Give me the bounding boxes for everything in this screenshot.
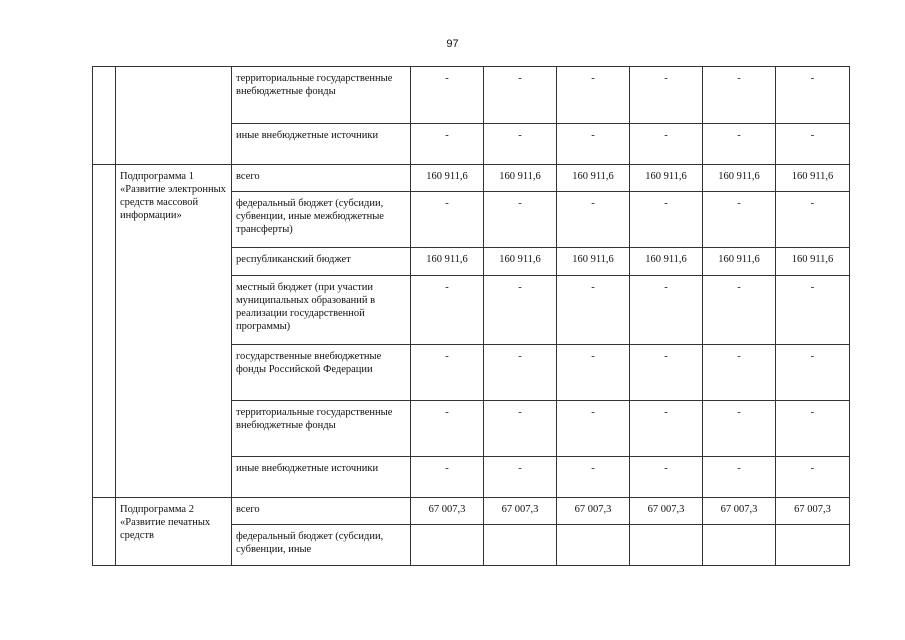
value-cell: - [630, 401, 703, 457]
value-cell: - [411, 401, 484, 457]
value-cell: - [557, 401, 630, 457]
value-cell: - [776, 276, 850, 345]
row-number-cell [93, 165, 116, 498]
value-cell: - [776, 401, 850, 457]
row-number-cell [93, 498, 116, 566]
table-row [93, 498, 850, 525]
source-cell: всего [232, 165, 411, 192]
value-cell [484, 525, 557, 566]
value-cell [557, 525, 630, 566]
source-cell: местный бюджет (при участии муниципальных образований в реализации государственной программы) [232, 276, 411, 345]
value-cell: 160 911,6 [703, 165, 776, 192]
value-cell: 160 911,6 [630, 165, 703, 192]
value-cell: - [703, 401, 776, 457]
value-cell: - [703, 67, 776, 124]
value-cell: 67 007,3 [484, 498, 557, 525]
value-cell: - [776, 192, 850, 248]
value-cell [703, 525, 776, 566]
value-cell: - [484, 276, 557, 345]
value-cell: 67 007,3 [411, 498, 484, 525]
source-cell: федеральный бюджет (субсидии, субвенции, иные межбюджетные трансферты) [232, 192, 411, 248]
budget-table [92, 66, 850, 566]
source-cell: территориальные государственные внебюджетные фонды [232, 67, 411, 124]
value-cell: - [630, 124, 703, 165]
value-cell: - [776, 345, 850, 401]
value-cell [776, 525, 850, 566]
value-cell: - [484, 457, 557, 498]
page-number: 97 [446, 38, 459, 50]
value-cell: - [630, 345, 703, 401]
value-cell: - [703, 276, 776, 345]
value-cell: - [703, 457, 776, 498]
value-cell: - [557, 67, 630, 124]
value-cell: - [630, 276, 703, 345]
value-cell: - [630, 457, 703, 498]
value-cell: - [703, 345, 776, 401]
value-cell: - [630, 67, 703, 124]
value-cell: - [411, 276, 484, 345]
value-cell: - [411, 67, 484, 124]
value-cell: - [411, 192, 484, 248]
value-cell: 160 911,6 [557, 248, 630, 276]
value-cell: - [630, 192, 703, 248]
value-cell: 160 911,6 [776, 165, 850, 192]
value-cell: - [776, 457, 850, 498]
value-cell: - [484, 124, 557, 165]
value-cell: 160 911,6 [484, 248, 557, 276]
source-cell: республиканский бюджет [232, 248, 411, 276]
value-cell: - [484, 345, 557, 401]
value-cell: - [411, 345, 484, 401]
value-cell: - [776, 67, 850, 124]
source-cell: иные внебюджетные источники [232, 124, 411, 165]
row-number-cell [93, 67, 116, 165]
value-cell: - [703, 192, 776, 248]
value-cell [411, 525, 484, 566]
value-cell: 67 007,3 [703, 498, 776, 525]
value-cell: 160 911,6 [557, 165, 630, 192]
value-cell: - [557, 124, 630, 165]
value-cell: 160 911,6 [776, 248, 850, 276]
value-cell: 160 911,6 [484, 165, 557, 192]
subprogram-cell: Подпрограмма 2 «Развитие печатных средств [116, 498, 232, 566]
value-cell: - [411, 124, 484, 165]
value-cell [630, 525, 703, 566]
source-cell: всего [232, 498, 411, 525]
source-cell: государственные внебюджетные фонды Российской Федерации [232, 345, 411, 401]
value-cell: 160 911,6 [703, 248, 776, 276]
value-cell: - [484, 192, 557, 248]
value-cell: - [484, 67, 557, 124]
value-cell: - [557, 276, 630, 345]
value-cell: 67 007,3 [776, 498, 850, 525]
value-cell: - [703, 124, 776, 165]
table-row [93, 67, 850, 124]
value-cell: 67 007,3 [557, 498, 630, 525]
source-cell: территориальные государственные внебюджетные фонды [232, 401, 411, 457]
value-cell: - [557, 457, 630, 498]
table-row [93, 165, 850, 192]
source-cell: федеральный бюджет (субсидии, субвенции, иные [232, 525, 411, 566]
value-cell: 67 007,3 [630, 498, 703, 525]
value-cell: 160 911,6 [411, 248, 484, 276]
value-cell: - [776, 124, 850, 165]
value-cell: - [557, 345, 630, 401]
value-cell: - [484, 401, 557, 457]
value-cell: 160 911,6 [630, 248, 703, 276]
subprogram-cell: Подпрограмма 1 «Развитие электронных средств массовой информации» [116, 165, 232, 498]
subprogram-cell [116, 67, 232, 165]
value-cell: - [557, 192, 630, 248]
source-cell: иные внебюджетные источники [232, 457, 411, 498]
value-cell: - [411, 457, 484, 498]
value-cell: 160 911,6 [411, 165, 484, 192]
